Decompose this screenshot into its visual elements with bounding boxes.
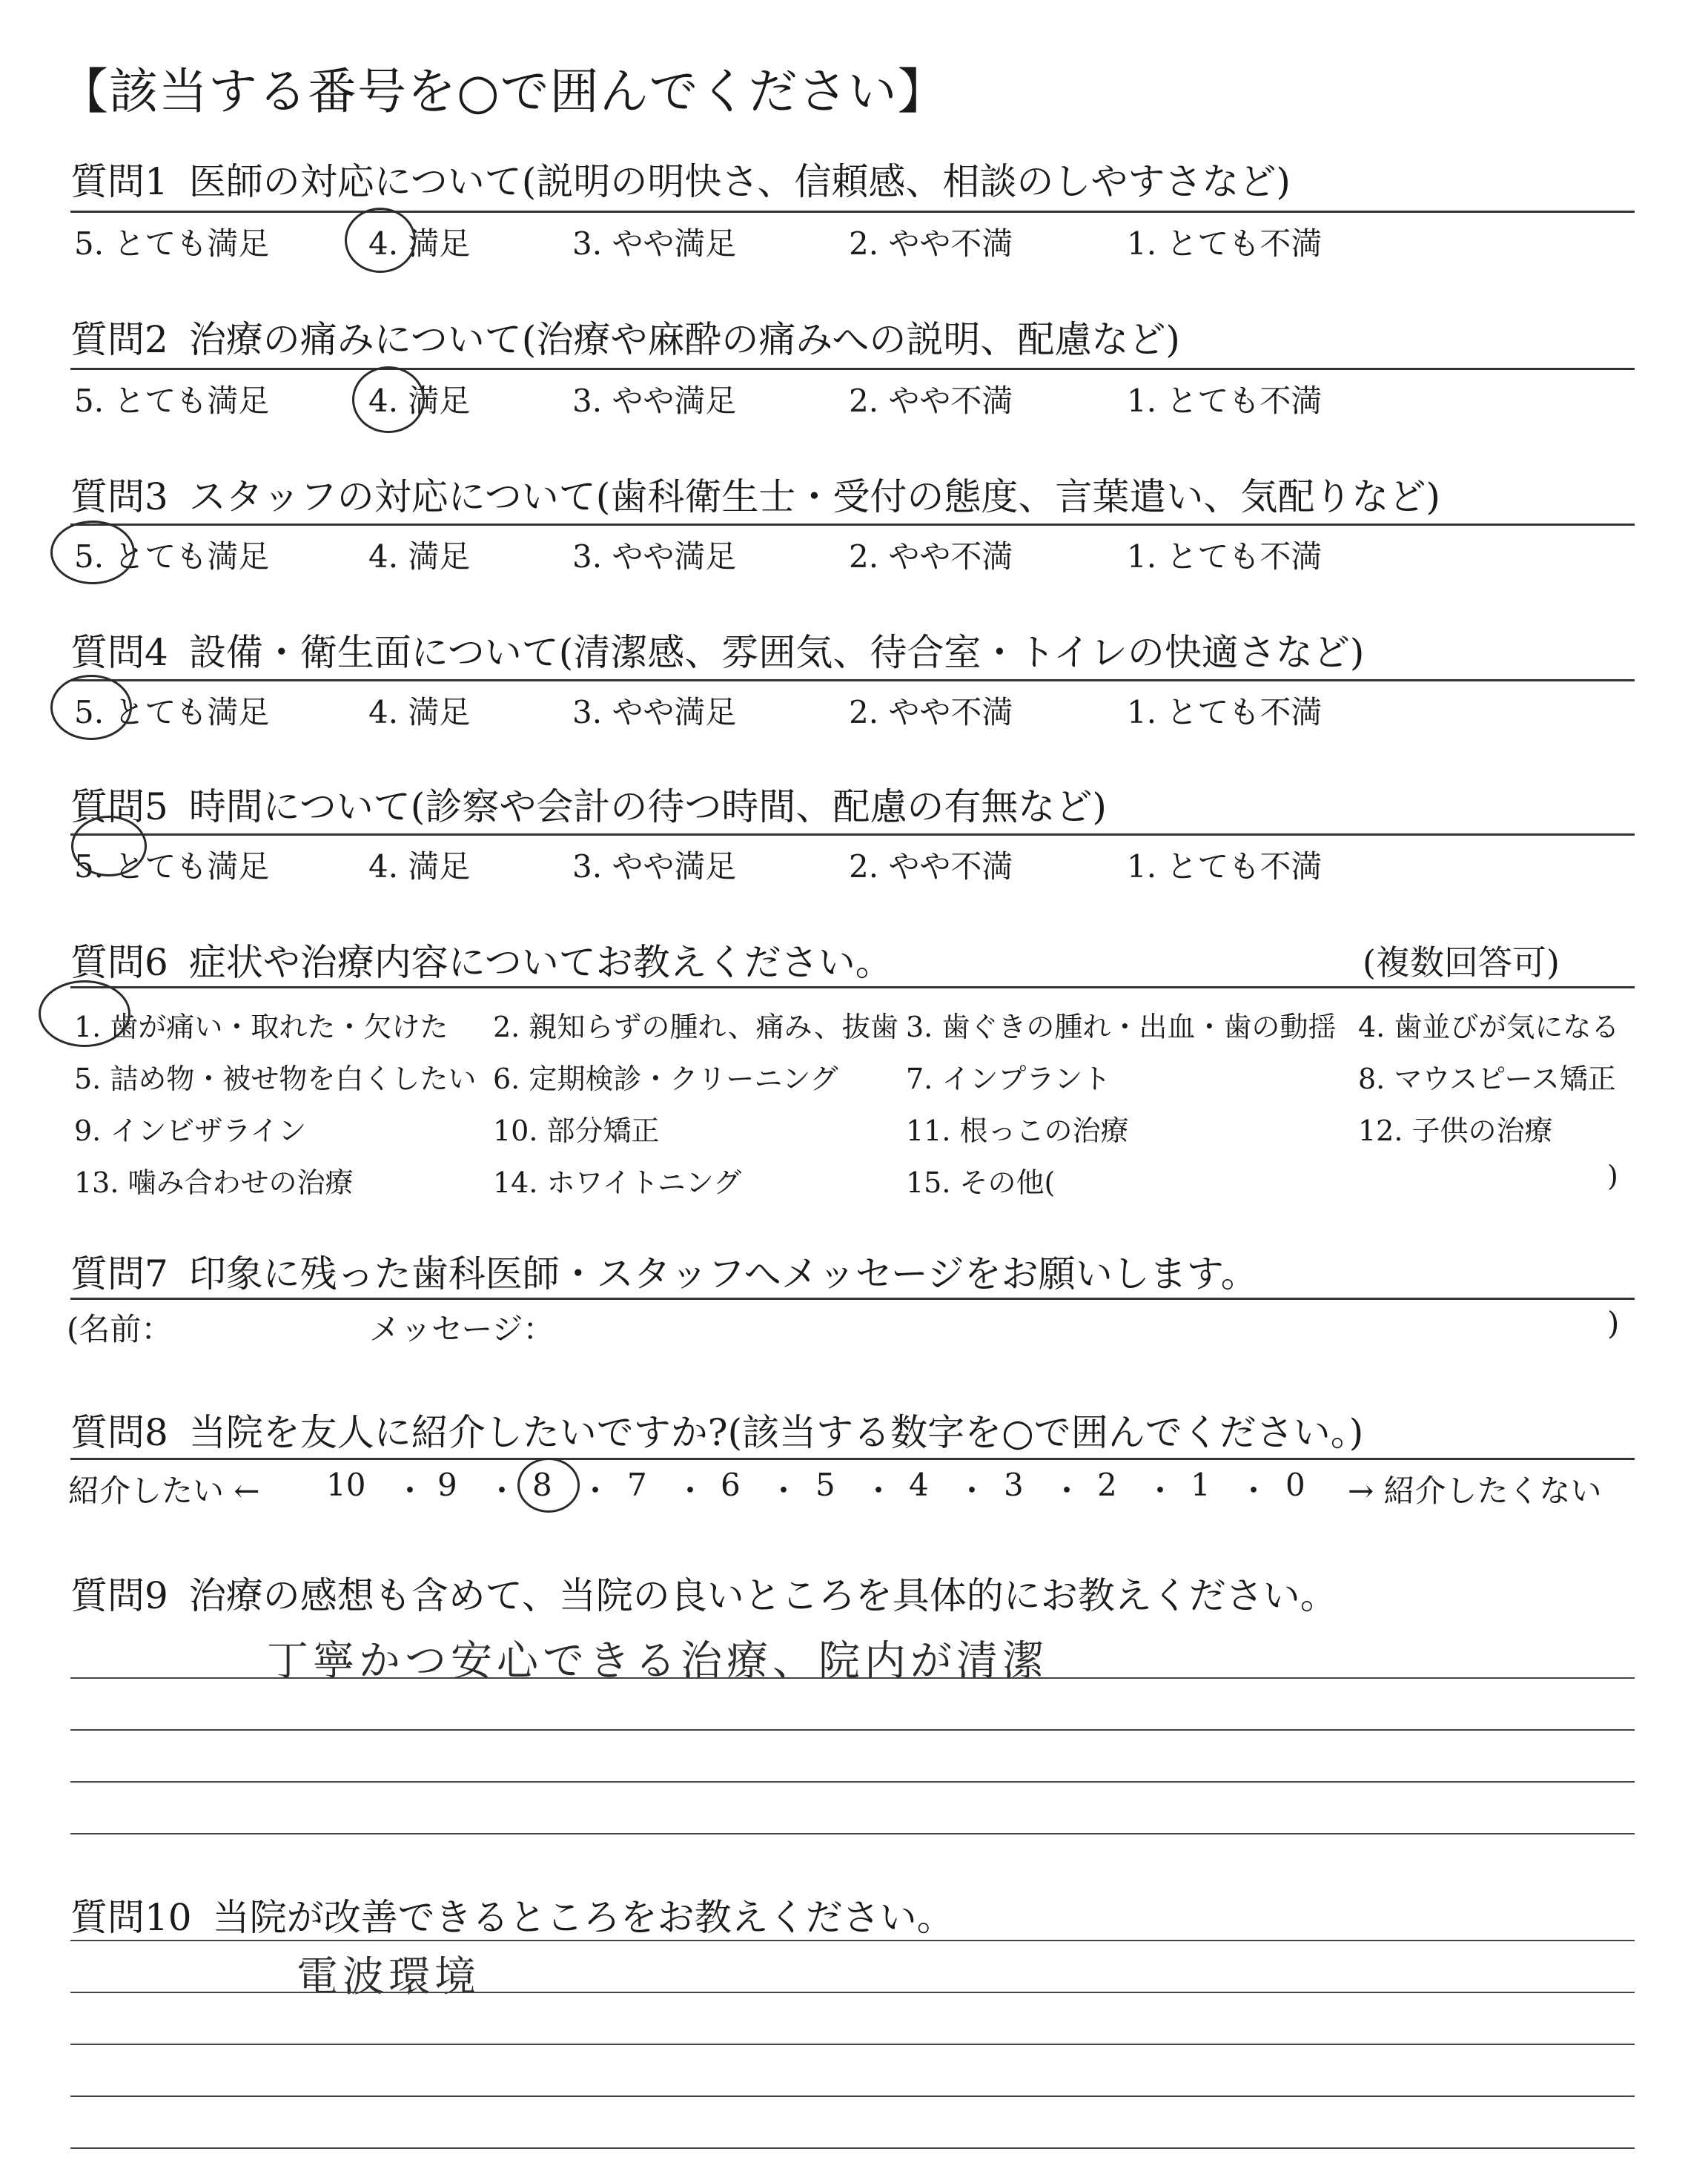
name-field-label: (名前： xyxy=(67,1311,173,1347)
divider xyxy=(70,833,1635,836)
scale-value[interactable]: 9 xyxy=(437,1467,457,1503)
question-number: 質問7 xyxy=(70,1252,168,1295)
question-text: 印象に残った歯科医師・スタッフへメッセージをお願いします。 xyxy=(188,1252,1258,1295)
close-paren: ) xyxy=(1607,1305,1620,1341)
recommend-right-label: → 紹介したくない xyxy=(1348,1473,1602,1509)
answer-circle-mark xyxy=(517,1458,580,1513)
symptom-option[interactable]: 1. 歯が痛い・取れた・欠けた xyxy=(74,1011,448,1043)
divider xyxy=(70,1458,1635,1460)
page-title: 【該当する番号を○で囲んでください】 xyxy=(59,63,947,120)
question-3-heading xyxy=(70,467,1440,521)
option-2[interactable]: 2. やや不満 xyxy=(849,383,1013,419)
scale-separator: ・ xyxy=(1051,1473,1083,1509)
scale-separator: ・ xyxy=(768,1473,800,1509)
option-1[interactable]: 1. とても不満 xyxy=(1127,383,1323,419)
question-number: 質問2 xyxy=(70,318,168,361)
question-text: 当院が改善できるところをお教えください。 xyxy=(212,1896,954,1939)
question-4-heading xyxy=(70,623,1364,676)
question-number: 質問10 xyxy=(70,1896,192,1939)
option-1[interactable]: 1. とても不満 xyxy=(1127,225,1323,262)
answer-line[interactable] xyxy=(70,1992,1635,1993)
symptom-option[interactable]: 2. 親知らずの腫れ、痛み、抜歯 xyxy=(493,1011,898,1043)
handwritten-answer: 電波環境 xyxy=(297,1953,480,2001)
other-close-paren: ) xyxy=(1607,1160,1618,1192)
scale-separator: ・ xyxy=(956,1473,988,1509)
option-2[interactable]: 2. やや不満 xyxy=(849,538,1013,575)
divider xyxy=(70,679,1635,681)
question-text: スタッフの対応について(歯科衛生士・受付の態度、言葉遣い、気配りなど) xyxy=(188,475,1440,518)
answer-line[interactable] xyxy=(70,2044,1635,2045)
option-5[interactable]: 5. とても満足 xyxy=(74,383,270,419)
question-1-heading xyxy=(70,152,1291,205)
divider xyxy=(70,368,1635,370)
question-number: 質問4 xyxy=(70,631,168,674)
question-7-heading xyxy=(70,1244,1258,1298)
question-text: 設備・衛生面について(清潔感、雰囲気、待合室・トイレの快適さなど) xyxy=(188,631,1365,674)
question-10-heading xyxy=(70,1888,954,1941)
scale-value[interactable]: 7 xyxy=(627,1467,647,1503)
scale-value[interactable]: 10 xyxy=(326,1467,366,1503)
answer-circle-mark xyxy=(71,816,147,876)
question-5-heading xyxy=(70,777,1107,830)
answer-line[interactable] xyxy=(70,2147,1635,2149)
option-3[interactable]: 3. やや満足 xyxy=(572,538,737,575)
question-number: 質問1 xyxy=(70,160,168,203)
handwritten-answer: 丁寧かつ安心できる治療、院内が清潔 xyxy=(267,1637,1048,1685)
question-number: 質問9 xyxy=(70,1574,168,1617)
scale-value[interactable]: 4 xyxy=(909,1467,929,1503)
option-4[interactable]: 4. 満足 xyxy=(368,848,471,885)
answer-line[interactable] xyxy=(70,1940,1635,1941)
symptom-option[interactable]: 8. マウスピース矯正 xyxy=(1358,1063,1616,1095)
answer-line[interactable] xyxy=(70,1677,1635,1679)
scale-separator: ・ xyxy=(675,1473,706,1509)
option-2[interactable]: 2. やや不満 xyxy=(849,225,1013,262)
symptom-option[interactable]: 12. 子供の治療 xyxy=(1358,1114,1553,1147)
recommend-left-label: 紹介したい ← xyxy=(68,1473,260,1509)
symptom-option[interactable]: 9. インビザライン xyxy=(74,1114,307,1147)
answer-circle-mark xyxy=(352,366,425,433)
question-text: 医師の対応について(説明の明快さ、信頼感、相談のしやすさなど) xyxy=(188,160,1291,203)
divider xyxy=(70,1298,1635,1300)
scale-value[interactable]: 0 xyxy=(1285,1467,1305,1503)
scale-value[interactable]: 5 xyxy=(815,1467,835,1503)
answer-line[interactable] xyxy=(70,2095,1635,2097)
question-6-heading xyxy=(70,933,893,986)
question-number: 質問6 xyxy=(70,941,168,984)
option-1[interactable]: 1. とても不満 xyxy=(1127,538,1323,575)
symptom-option[interactable]: 6. 定期検診・クリーニング xyxy=(493,1063,838,1095)
option-3[interactable]: 3. やや満足 xyxy=(572,225,737,262)
answer-circle-mark xyxy=(39,980,130,1047)
scale-value[interactable]: 8 xyxy=(532,1467,552,1503)
symptom-option[interactable]: 13. 噛み合わせの治療 xyxy=(74,1166,354,1199)
option-4[interactable]: 4. 満足 xyxy=(368,225,471,262)
answer-circle-mark xyxy=(50,675,132,740)
scale-separator: ・ xyxy=(580,1473,612,1509)
option-5[interactable]: 5. とても満足 xyxy=(74,538,270,575)
option-5[interactable]: 5. とても満足 xyxy=(74,694,270,730)
question-number: 質問5 xyxy=(70,785,168,828)
option-3[interactable]: 3. やや満足 xyxy=(572,848,737,885)
option-2[interactable]: 2. やや不満 xyxy=(849,694,1013,730)
answer-circle-mark xyxy=(50,521,135,584)
message-field-label: メッセージ： xyxy=(369,1311,555,1347)
scale-value[interactable]: 3 xyxy=(1004,1467,1024,1503)
symptom-option[interactable]: 15. その他( xyxy=(906,1166,1056,1199)
option-3[interactable]: 3. やや満足 xyxy=(572,383,737,419)
scale-value[interactable]: 6 xyxy=(721,1467,741,1503)
symptom-option[interactable]: 4. 歯並びが気になる xyxy=(1358,1011,1620,1043)
scale-value[interactable]: 2 xyxy=(1097,1467,1117,1503)
answer-line[interactable] xyxy=(70,1833,1635,1834)
scale-separator: ・ xyxy=(486,1473,518,1509)
symptom-option[interactable]: 5. 詰め物・被せ物を白くしたい xyxy=(74,1063,477,1095)
symptom-option[interactable]: 3. 歯ぐきの腫れ・出血・歯の動揺 xyxy=(906,1011,1337,1043)
question-number: 質問3 xyxy=(70,475,168,518)
question-8-heading xyxy=(70,1403,1363,1456)
divider xyxy=(70,986,1635,988)
question-number: 質問8 xyxy=(70,1411,168,1454)
divider xyxy=(70,524,1635,526)
scale-separator: ・ xyxy=(1145,1473,1176,1509)
question-text: 治療の感想も含めて、当院の良いところを具体的にお教えください。 xyxy=(188,1574,1337,1617)
option-5[interactable]: 5. とても満足 xyxy=(74,225,270,262)
scale-separator: ・ xyxy=(394,1473,426,1509)
question-text: 治療の痛みについて(治療や麻酔の痛みへの説明、配慮など) xyxy=(188,318,1180,361)
option-5[interactable]: 5. とても満足 xyxy=(74,848,270,885)
option-1[interactable]: 1. とても不満 xyxy=(1127,694,1323,730)
option-1[interactable]: 1. とても不満 xyxy=(1127,848,1323,885)
answer-circle-mark xyxy=(345,208,416,273)
symptom-option[interactable]: 14. ホワイトニング xyxy=(493,1166,742,1199)
multiple-answer-note: (複数回答可) xyxy=(1363,942,1560,982)
symptom-option[interactable]: 7. インプラント xyxy=(906,1063,1111,1095)
question-9-heading xyxy=(70,1566,1337,1619)
option-2[interactable]: 2. やや不満 xyxy=(849,848,1013,885)
scale-separator: ・ xyxy=(1238,1473,1270,1509)
symptom-option[interactable]: 11. 根っこの治療 xyxy=(906,1114,1129,1147)
option-4[interactable]: 4. 満足 xyxy=(368,383,471,419)
answer-line[interactable] xyxy=(70,1781,1635,1783)
option-4[interactable]: 4. 満足 xyxy=(368,538,471,575)
question-2-heading xyxy=(70,310,1180,363)
option-4[interactable]: 4. 満足 xyxy=(368,694,471,730)
scale-separator: ・ xyxy=(863,1473,895,1509)
divider xyxy=(70,211,1635,213)
option-3[interactable]: 3. やや満足 xyxy=(572,694,737,730)
answer-line[interactable] xyxy=(70,1729,1635,1731)
symptom-option[interactable]: 10. 部分矯正 xyxy=(493,1114,660,1147)
question-text: 当院を友人に紹介したいですか?(該当する数字を○で囲んでください。) xyxy=(188,1411,1364,1454)
question-text: 時間について(診察や会計の待つ時間、配慮の有無など) xyxy=(188,785,1107,828)
scale-value[interactable]: 1 xyxy=(1191,1467,1211,1503)
question-text: 症状や治療内容についてお教えください。 xyxy=(188,941,893,984)
